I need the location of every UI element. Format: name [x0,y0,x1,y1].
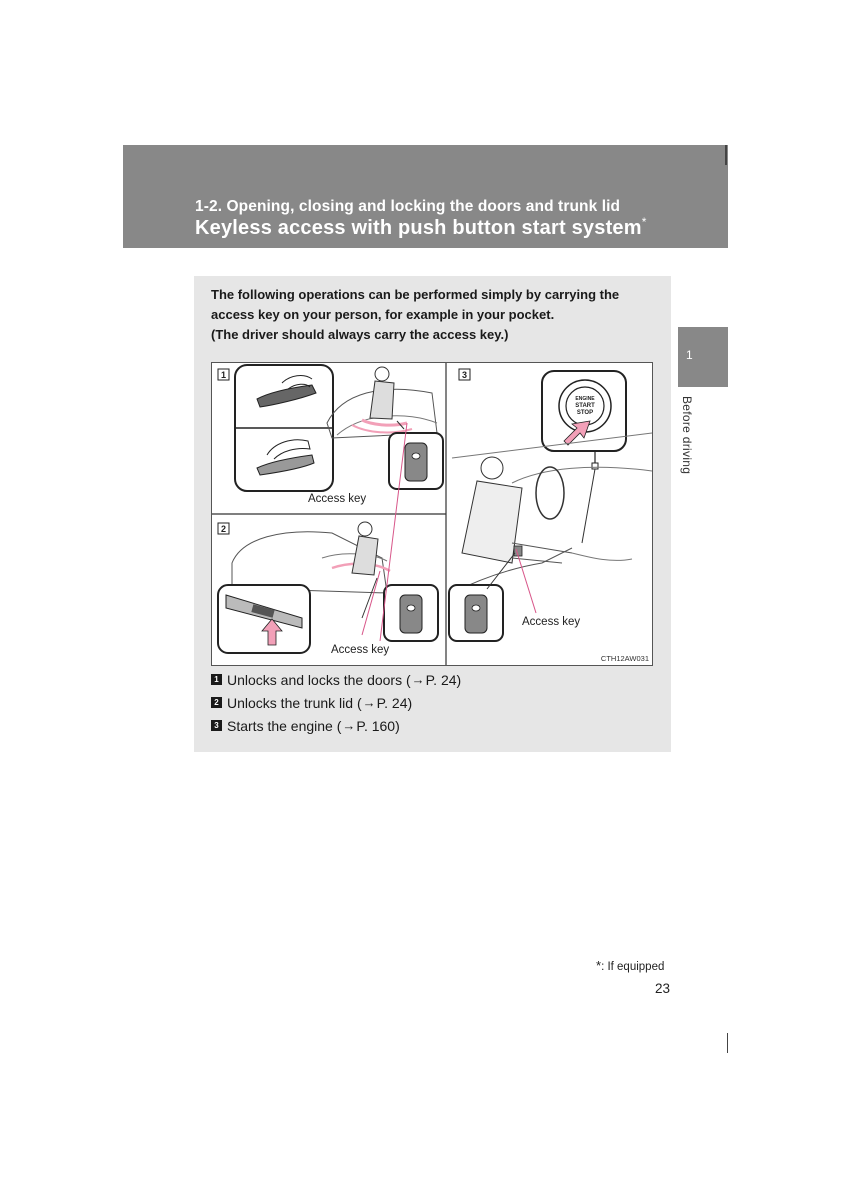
section-title: 1-2. Opening, closing and locking the doors and trunk lid [195,198,621,215]
item-text: Unlocks the trunk lid ( [227,694,362,711]
car-door-scene [327,367,437,438]
item-number: 3 [211,720,222,731]
content-card [194,276,671,752]
crop-mark [725,145,727,165]
intro-line-2: (The driver should always carry the access key.) [211,327,509,342]
crop-mark [727,1033,728,1053]
svg-text:START: START [575,403,595,409]
svg-text:2: 2 [220,524,227,534]
svg-text:1: 1 [220,370,227,380]
item-number: 1 [211,674,222,685]
panel-3-badge [459,369,470,380]
footnote [596,958,664,973]
pointer-line-2 [362,571,380,635]
intro-line-1: The following operations can be performed simply by carrying the access key on your person, for example in your pocket. [211,287,620,322]
page-number: 23 [655,981,671,996]
page-title [195,217,647,240]
access-key-inset-3 [449,553,515,641]
arrow-icon: → [362,695,376,710]
item-text: Starts the engine ( [227,717,342,734]
trunk-release-inset [218,585,310,653]
page-title-text: Keyless access with push button start system [195,217,642,239]
chapter-header [123,145,728,248]
svg-text:ENGINE: ENGINE [575,396,595,402]
illustration-drawing [212,363,652,665]
cabin-scene [452,433,652,593]
chapter-number: 1 [686,348,693,362]
page-reference: P. 24) [376,694,413,711]
footnote-mark: * [596,958,602,973]
chapter-label: Before driving [680,396,694,475]
page-reference: P. 160) [356,717,400,734]
panel-1-badge [218,369,229,380]
page-reference: P. 24) [425,671,462,688]
list-item [211,714,461,737]
footnote-text: : If equipped [601,961,665,973]
item-text: Unlocks and locks the doors ( [227,671,411,688]
svg-text:STOP: STOP [576,410,594,416]
illustration [211,362,653,666]
list-item [211,668,461,691]
list-item [211,691,461,714]
access-key-label-2: Access key [331,644,390,656]
access-key-label-1: Access key [308,493,367,505]
arrow-icon: → [411,672,425,687]
intro-text [211,285,652,345]
panel-2-badge [218,523,229,534]
access-key-inset-2 [384,585,438,641]
figure-code: CTH12AW031 [600,654,649,663]
operation-list [211,668,461,737]
door-handle-inset [235,365,333,491]
item-number: 2 [211,697,222,708]
access-key-label-3: Access key [522,616,581,628]
start-button-inset [542,371,626,469]
svg-text:3: 3 [461,370,468,380]
if-equipped-mark: * [641,215,647,229]
arrow-icon: → [342,718,356,733]
chapter-tab [678,327,728,387]
pointer-line-3 [516,549,536,613]
